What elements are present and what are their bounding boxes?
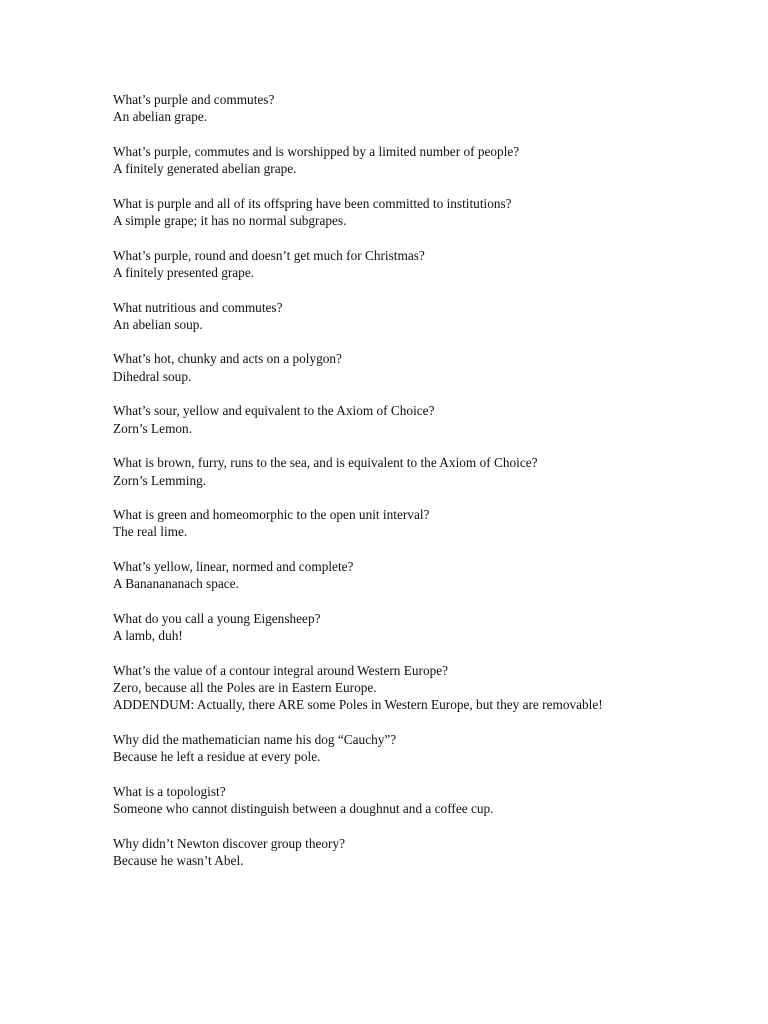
joke-answer: Zorn’s Lemming. bbox=[113, 472, 207, 488]
joke-item bbox=[113, 731, 633, 766]
joke-question: What’s yellow, linear, normed and complete? bbox=[113, 559, 354, 575]
joke-answer: Because he left a residue at every pole. bbox=[113, 749, 321, 765]
joke-answer: A lamb, duh! bbox=[113, 628, 183, 644]
joke-question: What nutritious and commutes? bbox=[113, 299, 283, 315]
joke-question: What is a topologist? bbox=[113, 783, 226, 799]
joke-question: What is green and homeomorphic to the open unit interval? bbox=[113, 507, 430, 523]
joke-question: What’s purple and commutes? bbox=[113, 92, 275, 107]
joke-question: Why did the mathematician name his dog “Cauchy”? bbox=[113, 731, 397, 747]
joke-answer: A finitely presented grape. bbox=[113, 264, 255, 280]
joke-answer: An abelian soup. bbox=[113, 316, 203, 332]
joke-addendum: ADDENDUM: Actually, there ARE some Poles in Western Europe, but they are removable! bbox=[113, 697, 603, 713]
joke-item bbox=[113, 91, 633, 126]
joke-answer: Zorn’s Lemon. bbox=[113, 420, 193, 436]
joke-answer: A simple grape; it has no normal subgrapes. bbox=[113, 213, 347, 229]
joke-item bbox=[113, 835, 633, 870]
joke-item bbox=[113, 247, 633, 282]
joke-item bbox=[113, 558, 633, 593]
joke-item bbox=[113, 662, 633, 714]
joke-question: What’s the value of a contour integral around Western Europe? bbox=[113, 662, 449, 678]
joke-item bbox=[113, 350, 633, 385]
joke-question: What’s purple, round and doesn’t get much for Christmas? bbox=[113, 247, 425, 263]
joke-answer: Dihedral soup. bbox=[113, 368, 192, 384]
joke-answer: An abelian grape. bbox=[113, 109, 208, 125]
joke-item bbox=[113, 402, 633, 437]
joke-question: What is purple and all of its offspring have been committed to institutions? bbox=[113, 195, 512, 211]
joke-item bbox=[113, 195, 633, 230]
joke-item bbox=[113, 610, 633, 645]
joke-item bbox=[113, 143, 633, 178]
joke-answer: Because he wasn’t Abel. bbox=[113, 853, 244, 869]
joke-question: What’s sour, yellow and equivalent to the Axiom of Choice? bbox=[113, 403, 435, 419]
joke-answer: Zero, because all the Poles are in Eastern Europe. bbox=[113, 680, 377, 696]
joke-answer: Someone who cannot distinguish between a doughnut and a coffee cup. bbox=[113, 801, 494, 817]
joke-answer: A finitely generated abelian grape. bbox=[113, 161, 297, 177]
joke-item bbox=[113, 506, 633, 541]
joke-question: What do you call a young Eigensheep? bbox=[113, 610, 321, 626]
joke-item bbox=[113, 454, 633, 489]
joke-question: What’s purple, commutes and is worshipped by a limited number of people? bbox=[113, 143, 520, 159]
joke-item bbox=[113, 783, 633, 818]
jokes-list bbox=[113, 91, 633, 887]
joke-item bbox=[113, 299, 633, 334]
joke-question: Why didn’t Newton discover group theory? bbox=[113, 835, 346, 851]
joke-answer: A Bananananach space. bbox=[113, 576, 239, 592]
joke-answer: The real lime. bbox=[113, 524, 188, 540]
joke-question: What’s hot, chunky and acts on a polygon? bbox=[113, 351, 342, 367]
joke-question: What is brown, furry, runs to the sea, and is equivalent to the Axiom of Choice? bbox=[113, 455, 538, 471]
